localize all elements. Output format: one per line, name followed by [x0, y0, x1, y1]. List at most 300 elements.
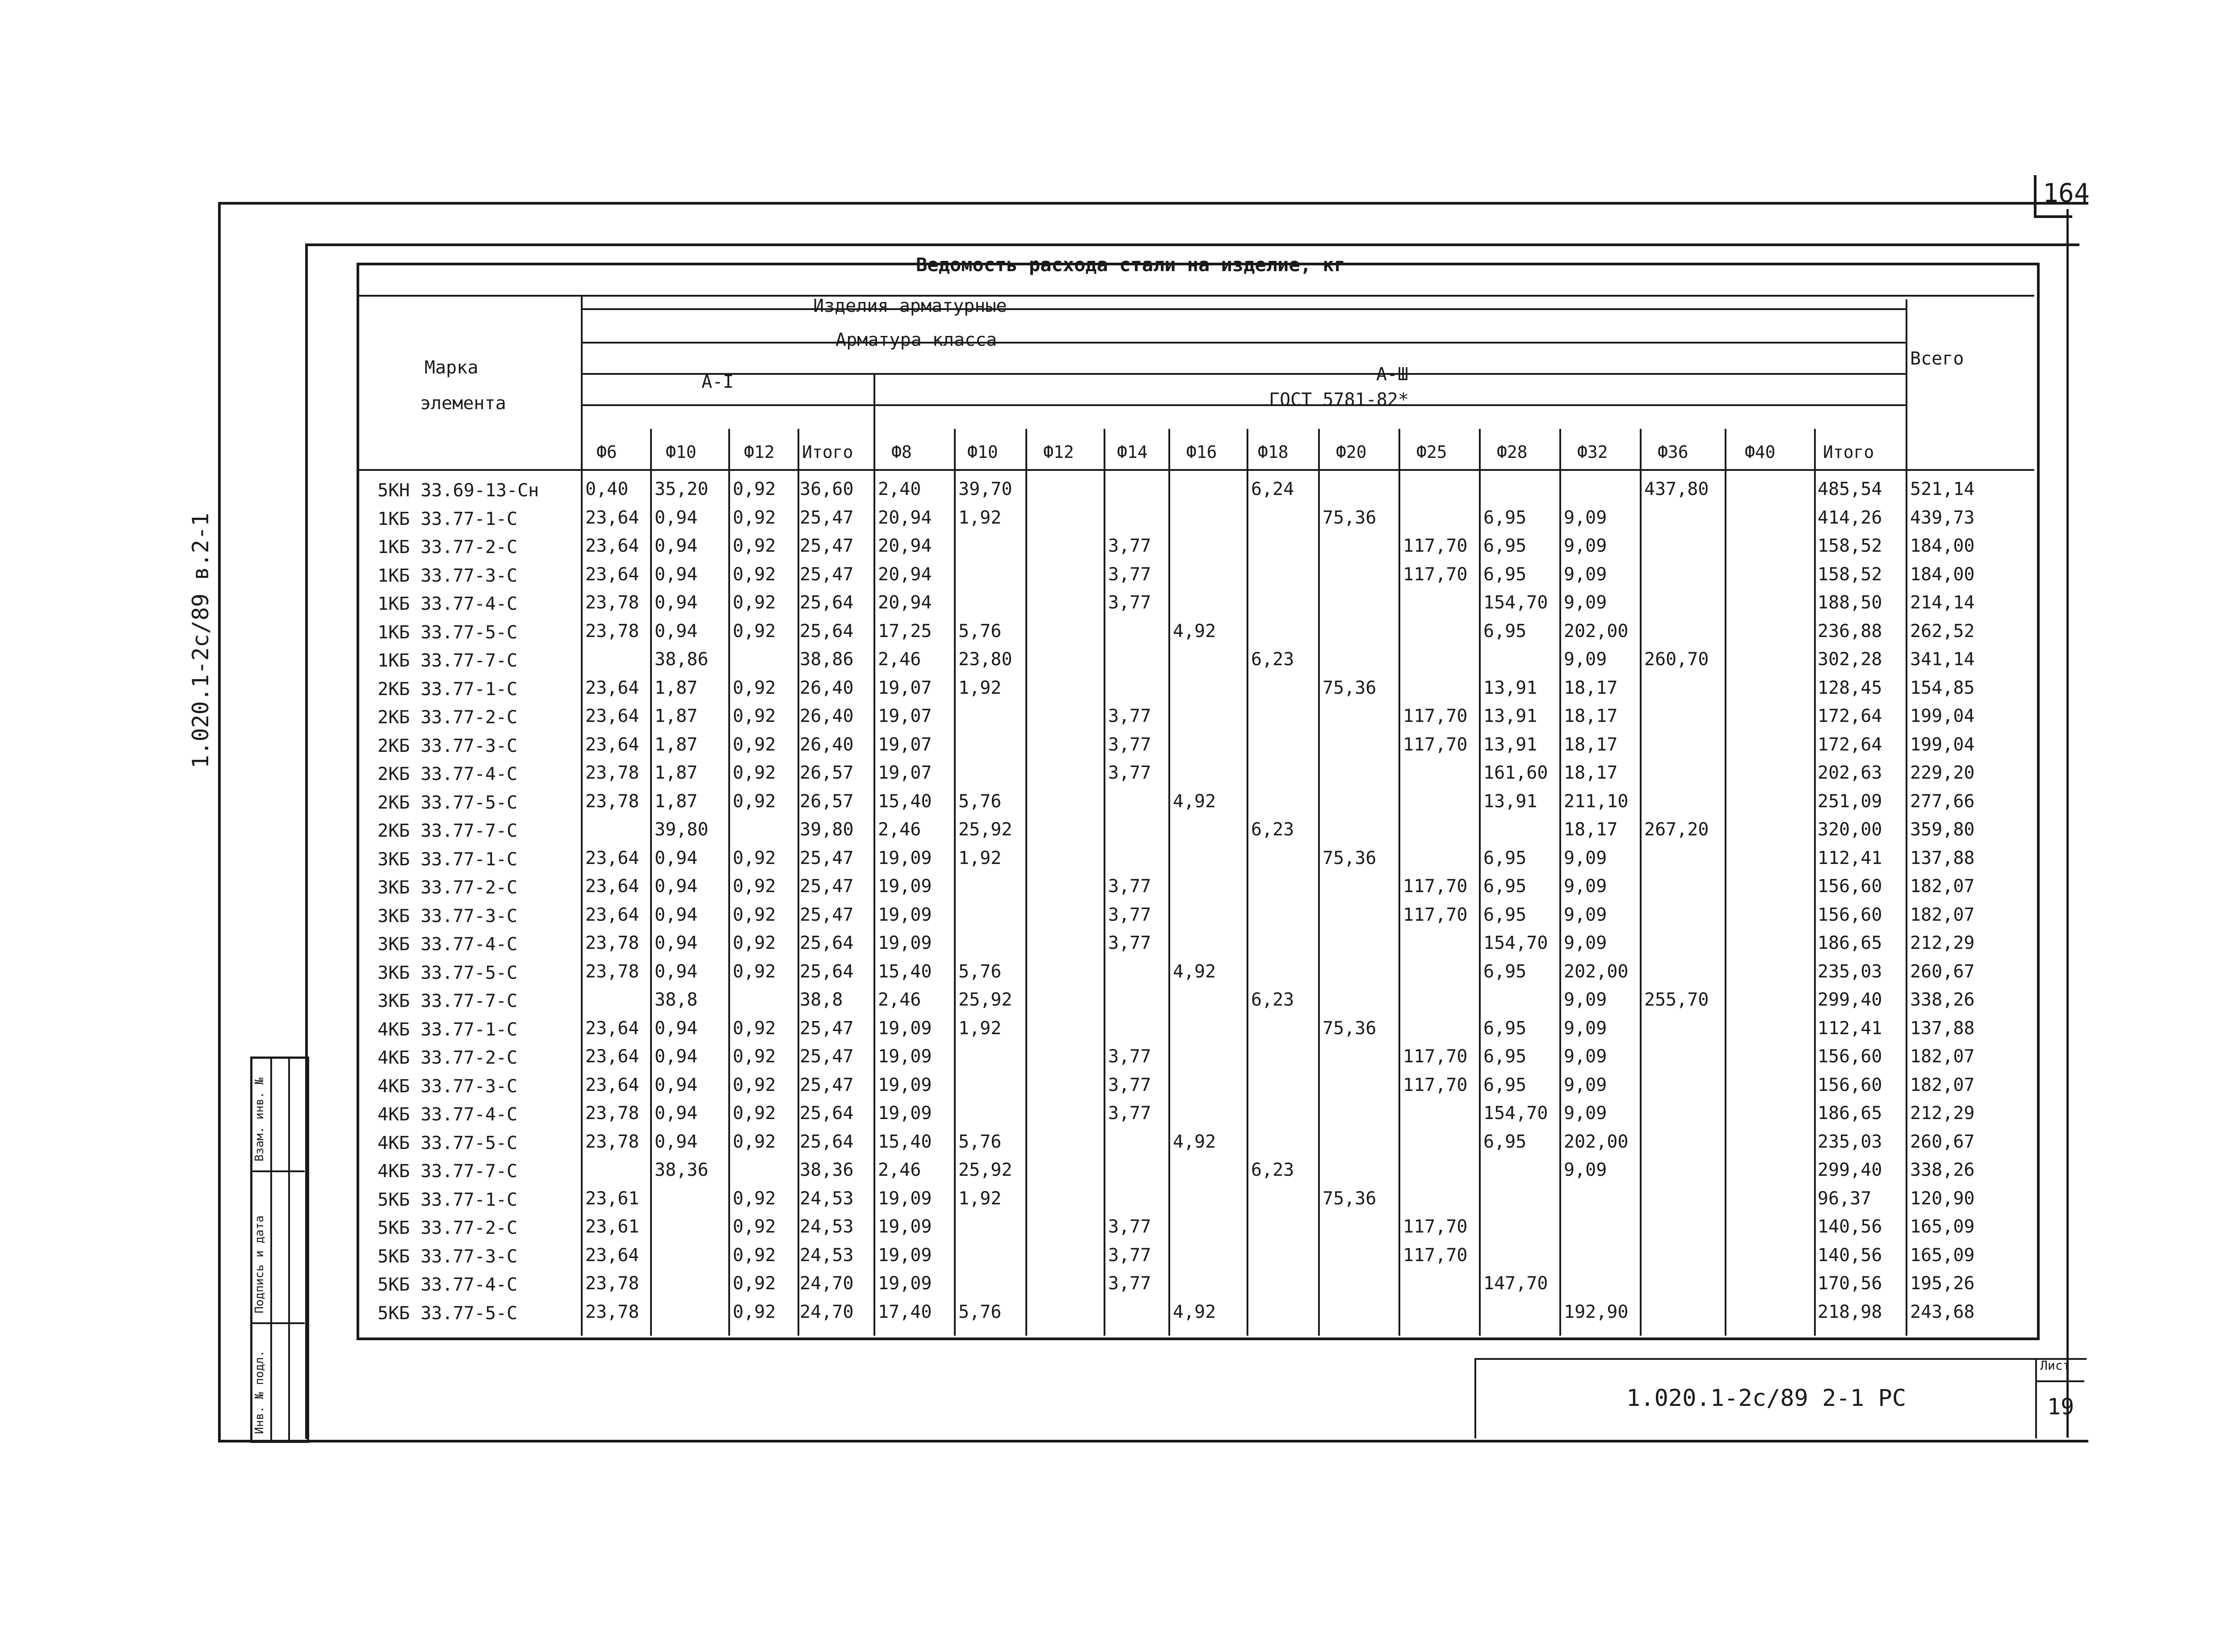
table-cell: 0,92 [733, 536, 776, 556]
mark-header: Марка [424, 357, 479, 378]
table-cell: 23,78 [585, 1301, 639, 1322]
table-cell: 0,94 [655, 507, 698, 528]
table-cell: 302,28 [1818, 649, 1882, 670]
table-cell: 13,91 [1483, 791, 1537, 812]
table-cell: 161,60 [1483, 763, 1548, 783]
table-cell: 9,09 [1564, 904, 1607, 925]
table-cell: 20,94 [878, 592, 932, 613]
table-cell: 2,46 [878, 649, 921, 670]
table-cell: 202,00 [1564, 961, 1629, 982]
table-cell: 6,95 [1483, 904, 1527, 925]
table-cell: 19,09 [878, 1245, 932, 1266]
table-cell: 186,65 [1818, 933, 1882, 953]
column-header: Ф20 [1336, 442, 1367, 462]
table-row-mark: 2КБ 33.77-4-С [378, 764, 518, 784]
table-cell: 184,00 [1910, 564, 1975, 585]
table-cell: 0,94 [655, 1131, 698, 1152]
table-cell: 3,77 [1108, 933, 1151, 953]
table-cell: 24,53 [800, 1216, 854, 1237]
column-divider [728, 429, 730, 1336]
table-cell: 2,40 [878, 479, 921, 499]
table-cell: 158,52 [1818, 536, 1882, 556]
table-cell: 17,25 [878, 621, 932, 642]
table-cell: 23,64 [585, 507, 639, 528]
table-row-mark: 2КБ 33.77-2-С [378, 707, 518, 728]
column-divider [798, 429, 799, 1336]
table-cell: 6,95 [1483, 961, 1527, 982]
table-cell: 19,07 [878, 706, 932, 726]
table-cell: 0,94 [655, 876, 698, 897]
table-cell: 15,40 [878, 791, 932, 812]
table-cell: 3,77 [1108, 876, 1151, 897]
table-cell: 15,40 [878, 961, 932, 982]
table-cell: 19,09 [878, 876, 932, 897]
page-number: 164 [2043, 178, 2090, 208]
table-cell: 172,64 [1818, 706, 1882, 726]
table-cell: 25,64 [800, 592, 854, 613]
table-cell: 214,14 [1910, 592, 1975, 613]
table-cell: 0,92 [733, 1103, 776, 1124]
column-divider [1559, 429, 1561, 1336]
table-row-mark: 2КБ 33.77-7-С [378, 821, 518, 841]
stamp-top-line [1474, 1358, 2087, 1360]
table-cell: 5,76 [958, 791, 1002, 812]
table-cell: 19,09 [878, 933, 932, 953]
table-row-mark: 1КБ 33.77-3-С [378, 565, 518, 586]
table-cell: 0,92 [733, 1216, 776, 1237]
table-cell: 117,70 [1403, 1245, 1468, 1266]
side-document-code: 1.020.1-2с/89 в.2-1 [188, 513, 214, 768]
table-cell: 9,09 [1564, 1046, 1607, 1067]
column-divider [1247, 429, 1248, 1336]
table-row-mark: 5КБ 33.77-4-С [378, 1275, 518, 1295]
table-cell: 199,04 [1910, 706, 1975, 726]
table-cell: 19,09 [878, 1046, 932, 1067]
table-cell: 19,09 [878, 1216, 932, 1237]
table-cell: 2,46 [878, 819, 921, 840]
table-cell: 0,92 [733, 1131, 776, 1152]
table-cell: 277,66 [1910, 791, 1975, 812]
table-cell: 23,78 [585, 1273, 639, 1294]
table-cell: 9,09 [1564, 1160, 1607, 1180]
table-cell: 9,09 [1564, 847, 1607, 868]
mark-header-line2: элемента [420, 393, 506, 414]
table-cell: 212,29 [1910, 933, 1975, 953]
table-cell: 6,95 [1483, 1074, 1527, 1095]
header-divider [581, 404, 1906, 406]
table-cell: 0,92 [733, 1074, 776, 1095]
table-cell: 4,92 [1173, 791, 1216, 812]
table-cell: 235,03 [1818, 961, 1882, 982]
table-row-mark: 4КБ 33.77-4-С [378, 1104, 518, 1125]
table-cell: 19,07 [878, 677, 932, 698]
table-cell: 154,70 [1483, 1103, 1548, 1124]
table-row-mark: 2КБ 33.77-5-С [378, 792, 518, 813]
table-cell: 0,92 [733, 847, 776, 868]
table-cell: 3,77 [1108, 1216, 1151, 1237]
table-cell: 26,40 [800, 734, 854, 755]
table-row-mark: 5КБ 33.77-3-С [378, 1246, 518, 1267]
column-header: Ф40 [1745, 442, 1776, 462]
table-cell: 165,09 [1910, 1245, 1975, 1266]
table-cell: 299,40 [1818, 990, 1882, 1010]
table-cell: 112,41 [1818, 1018, 1882, 1039]
table-row-mark: 4КБ 33.77-3-С [378, 1076, 518, 1097]
table-cell: 75,36 [1323, 847, 1377, 868]
table-row-mark: 1КБ 33.77-2-С [378, 537, 518, 558]
table-cell: 96,37 [1818, 1188, 1872, 1209]
table-cell: 23,64 [585, 677, 639, 698]
table-cell: 262,52 [1910, 621, 1975, 642]
table-cell: 2,46 [878, 990, 921, 1010]
table-cell: 19,09 [878, 1103, 932, 1124]
column-divider [1640, 429, 1642, 1336]
table-row-mark: 4КБ 33.77-2-С [378, 1048, 518, 1068]
table-cell: 521,14 [1910, 479, 1975, 499]
side-stamp-divider [270, 1059, 272, 1441]
table-cell: 0,92 [733, 677, 776, 698]
table-row-mark: 5КБ 33.77-2-С [378, 1218, 518, 1238]
table-row-mark: 2КБ 33.77-1-С [378, 679, 518, 700]
table-cell: 24,70 [800, 1273, 854, 1294]
side-stamp-row-line [250, 1170, 305, 1172]
column-header: Ф18 [1258, 442, 1289, 462]
side-stamp-divider [288, 1059, 290, 1441]
table-cell: 23,64 [585, 734, 639, 755]
table-cell: 23,61 [585, 1216, 639, 1237]
table-cell: 23,64 [585, 1245, 639, 1266]
table-cell: 229,20 [1910, 763, 1975, 783]
table-cell: 212,29 [1910, 1103, 1975, 1124]
table-row-mark: 1КБ 33.77-1-С [378, 508, 518, 529]
table-cell: 1,87 [655, 677, 698, 698]
table-cell: 1,87 [655, 763, 698, 783]
table-cell: 18,17 [1564, 763, 1618, 783]
table-cell: 23,64 [585, 1046, 639, 1067]
table-cell: 117,70 [1403, 876, 1468, 897]
column-divider [1725, 429, 1726, 1336]
table-cell: 3,77 [1108, 734, 1151, 755]
column-header: Ф25 [1416, 442, 1447, 462]
table-cell: 117,70 [1403, 536, 1468, 556]
table-cell: 0,94 [655, 592, 698, 613]
table-cell: 13,91 [1483, 734, 1537, 755]
table-cell: 13,91 [1483, 677, 1537, 698]
table-cell: 23,64 [585, 904, 639, 925]
table-cell: 414,26 [1818, 507, 1882, 528]
table-cell: 9,09 [1564, 592, 1607, 613]
table-cell: 13,91 [1483, 706, 1537, 726]
table-cell: 0,94 [655, 847, 698, 868]
table-row-mark: 3КБ 33.77-2-С [378, 877, 518, 898]
table-cell: 3,77 [1108, 904, 1151, 925]
table-cell: 3,77 [1108, 1273, 1151, 1294]
table-cell: 38,36 [655, 1160, 709, 1180]
table-cell: 299,40 [1818, 1160, 1882, 1180]
table-cell: 18,17 [1564, 819, 1618, 840]
table-cell: 9,09 [1564, 990, 1607, 1010]
table-cell: 1,92 [958, 507, 1002, 528]
table-cell: 25,47 [800, 564, 854, 585]
stamp-sheet-line [2035, 1380, 2084, 1382]
table-cell: 235,03 [1818, 1131, 1882, 1152]
table-cell: 23,78 [585, 1103, 639, 1124]
table-cell: 156,60 [1818, 1046, 1882, 1067]
table-cell: 20,94 [878, 536, 932, 556]
table-cell: 117,70 [1403, 1074, 1468, 1095]
column-divider [954, 429, 956, 1336]
table-cell: 260,67 [1910, 1131, 1975, 1152]
table-cell: 156,60 [1818, 1074, 1882, 1095]
table-cell: 0,92 [733, 763, 776, 783]
table-cell: 38,86 [800, 649, 854, 670]
table-cell: 156,60 [1818, 876, 1882, 897]
table-cell: 6,95 [1483, 1131, 1527, 1152]
table-cell: 18,17 [1564, 706, 1618, 726]
table-cell: 3,77 [1108, 1046, 1151, 1067]
table-cell: 25,92 [958, 819, 1012, 840]
column-header: Ф8 [891, 442, 912, 462]
table-cell: 38,36 [800, 1160, 854, 1180]
column-divider [873, 373, 875, 1336]
table-cell: 3,77 [1108, 706, 1151, 726]
table-cell: 0,92 [733, 564, 776, 585]
class-a1-header: А-I [701, 372, 734, 392]
table-cell: 75,36 [1323, 1188, 1377, 1209]
table-cell: 19,07 [878, 734, 932, 755]
table-cell: 9,09 [1564, 536, 1607, 556]
table-cell: 0,94 [655, 536, 698, 556]
table-cell: 0,92 [733, 933, 776, 953]
table-cell: 9,09 [1564, 1103, 1607, 1124]
table-cell: 172,64 [1818, 734, 1882, 755]
table-cell: 39,80 [655, 819, 709, 840]
table-cell: 5,76 [958, 961, 1002, 982]
table-cell: 154,70 [1483, 592, 1548, 613]
table-cell: 26,57 [800, 791, 854, 812]
table-row-mark: 3КБ 33.77-5-С [378, 962, 518, 983]
table-cell: 0,92 [733, 734, 776, 755]
table-cell: 23,64 [585, 847, 639, 868]
table-cell: 0,92 [733, 1188, 776, 1209]
table-cell: 6,24 [1251, 479, 1294, 499]
table-cell: 6,95 [1483, 564, 1527, 585]
table-cell: 6,23 [1251, 819, 1294, 840]
table-cell: 255,70 [1644, 990, 1709, 1010]
table-cell: 26,40 [800, 677, 854, 698]
table-cell: 1,92 [958, 677, 1002, 698]
table-cell: 0,92 [733, 876, 776, 897]
table-cell: 38,86 [655, 649, 709, 670]
table-cell: 120,90 [1910, 1188, 1975, 1209]
table-cell: 5,76 [958, 1301, 1002, 1322]
table-cell: 147,70 [1483, 1273, 1548, 1294]
table-cell: 140,56 [1818, 1216, 1882, 1237]
table-cell: 6,95 [1483, 876, 1527, 897]
table-cell: 439,73 [1910, 507, 1975, 528]
header-divider [581, 308, 1906, 310]
table-cell: 128,45 [1818, 677, 1882, 698]
table-cell: 137,88 [1910, 847, 1975, 868]
table-cell: 0,94 [655, 1103, 698, 1124]
header-divider [581, 373, 1906, 375]
table-cell: 202,00 [1564, 1131, 1629, 1152]
table-cell: 36,60 [800, 479, 854, 499]
table-cell: 6,95 [1483, 847, 1527, 868]
table-cell: 9,09 [1564, 876, 1607, 897]
table-cell: 25,64 [800, 621, 854, 642]
table-cell: 0,94 [655, 933, 698, 953]
table-cell: 158,52 [1818, 564, 1882, 585]
table-cell: 25,47 [800, 536, 854, 556]
table-cell: 9,09 [1564, 564, 1607, 585]
column-header: Ф12 [1043, 442, 1074, 462]
table-cell: 9,09 [1564, 1018, 1607, 1039]
table-row-mark: 4КБ 33.77-5-С [378, 1132, 518, 1153]
table-cell: 9,09 [1564, 1074, 1607, 1095]
table-cell: 6,23 [1251, 990, 1294, 1010]
table-cell: 4,92 [1173, 1301, 1216, 1322]
table-cell: 25,64 [800, 933, 854, 953]
table-row-mark: 4КБ 33.77-1-С [378, 1019, 518, 1040]
table-cell: 23,61 [585, 1188, 639, 1209]
table-cell: 260,70 [1644, 649, 1709, 670]
table-row-mark: 3КБ 33.77-4-С [378, 934, 518, 955]
document-title: Ведомость расхода стали на изделие, кг [916, 254, 1345, 276]
table-cell: 165,09 [1910, 1216, 1975, 1237]
table-cell: 140,56 [1818, 1245, 1882, 1266]
group-header: Изделия арматурные [813, 296, 1007, 316]
table-cell: 182,07 [1910, 1074, 1975, 1095]
table-cell: 184,00 [1910, 536, 1975, 556]
table-cell: 24,53 [800, 1245, 854, 1266]
table-cell: 23,64 [585, 706, 639, 726]
table-cell: 39,80 [800, 819, 854, 840]
table-cell: 0,92 [733, 1273, 776, 1294]
table-cell: 5,76 [958, 1131, 1002, 1152]
column-header: Ф10 [967, 442, 998, 462]
header-divider [581, 342, 1906, 344]
table-cell: 186,65 [1818, 1103, 1882, 1124]
table-cell: 39,70 [958, 479, 1012, 499]
table-cell: 0,94 [655, 621, 698, 642]
table-cell: 485,54 [1818, 479, 1882, 499]
table-cell: 137,88 [1910, 1018, 1975, 1039]
column-divider [1814, 429, 1816, 1336]
table-cell: 25,47 [800, 847, 854, 868]
table-cell: 18,17 [1564, 677, 1618, 698]
column-divider [1479, 429, 1481, 1336]
column-header: Ф12 [744, 442, 775, 462]
table-cell: 75,36 [1323, 1018, 1377, 1039]
table-cell: 19,09 [878, 847, 932, 868]
mark-column-divider [581, 295, 583, 1336]
gost-header: ГОСТ 5781-82* [1269, 390, 1409, 410]
column-divider [1318, 429, 1320, 1336]
table-cell: 23,78 [585, 791, 639, 812]
table-cell: 1,87 [655, 734, 698, 755]
table-cell: 23,78 [585, 592, 639, 613]
table-cell: 23,78 [585, 621, 639, 642]
table-cell: 117,70 [1403, 1216, 1468, 1237]
table-cell: 3,77 [1108, 536, 1151, 556]
table-cell: 19,09 [878, 1018, 932, 1039]
table-cell: 24,70 [800, 1301, 854, 1322]
table-cell: 26,40 [800, 706, 854, 726]
side-label: Инв. № подл. [253, 1350, 266, 1434]
table-row-mark: 5КБ 33.77-5-С [378, 1303, 518, 1324]
table-cell: 154,85 [1910, 677, 1975, 698]
table-cell: 4,92 [1173, 621, 1216, 642]
table-cell: 0,94 [655, 1046, 698, 1067]
table-cell: 19,09 [878, 1273, 932, 1294]
header-underline [357, 295, 2034, 297]
table-cell: 3,77 [1108, 1245, 1151, 1266]
table-cell: 154,70 [1483, 933, 1548, 953]
table-cell: 25,92 [958, 1160, 1012, 1180]
table-cell: 25,92 [958, 990, 1012, 1010]
table-cell: 0,94 [655, 564, 698, 585]
column-divider [1025, 429, 1027, 1336]
table-cell: 4,92 [1173, 1131, 1216, 1152]
table-cell: 0,92 [733, 592, 776, 613]
table-cell: 267,20 [1644, 819, 1709, 840]
header-divider [357, 469, 2034, 471]
table-cell: 0,92 [733, 507, 776, 528]
table-cell: 117,70 [1403, 1046, 1468, 1067]
table-cell: 202,63 [1818, 763, 1882, 783]
table-cell: 260,67 [1910, 961, 1975, 982]
table-cell: 0,92 [733, 621, 776, 642]
table-cell: 0,92 [733, 961, 776, 982]
table-cell: 9,09 [1564, 933, 1607, 953]
table-row-mark: 5КБ 33.77-1-С [378, 1189, 518, 1210]
table-cell: 1,87 [655, 706, 698, 726]
table-cell: 251,09 [1818, 791, 1882, 812]
table-cell: 23,78 [585, 961, 639, 982]
table-cell: 20,94 [878, 507, 932, 528]
right-border [2066, 209, 2069, 1438]
table-cell: 6,95 [1483, 621, 1527, 642]
table-cell: 0,92 [733, 1046, 776, 1067]
total-column-divider [1906, 299, 1907, 1336]
table-row-mark: 3КБ 33.77-1-С [378, 849, 518, 870]
table-cell: 19,09 [878, 1074, 932, 1095]
table-cell: 6,95 [1483, 536, 1527, 556]
table-cell: 6,95 [1483, 1018, 1527, 1039]
table-cell: 17,40 [878, 1301, 932, 1322]
table-cell: 5,76 [958, 621, 1002, 642]
table-cell: 3,77 [1108, 1103, 1151, 1124]
table-cell: 170,56 [1818, 1273, 1882, 1294]
table-cell: 23,64 [585, 1074, 639, 1095]
table-cell: 24,53 [800, 1188, 854, 1209]
table-cell: 25,47 [800, 1046, 854, 1067]
table-cell: 6,95 [1483, 507, 1527, 528]
table-cell: 182,07 [1910, 876, 1975, 897]
table-cell: 0,92 [733, 904, 776, 925]
table-cell: 218,98 [1818, 1301, 1882, 1322]
table-cell: 117,70 [1403, 904, 1468, 925]
table-cell: 112,41 [1818, 847, 1882, 868]
table-cell: 6,95 [1483, 1046, 1527, 1067]
stamp-sheet-divider [2035, 1358, 2037, 1438]
table-cell: 25,47 [800, 1074, 854, 1095]
table-cell: 243,68 [1910, 1301, 1975, 1322]
table-cell: 25,47 [800, 507, 854, 528]
table-cell: 0,40 [585, 479, 629, 499]
table-cell: 3,77 [1108, 592, 1151, 613]
